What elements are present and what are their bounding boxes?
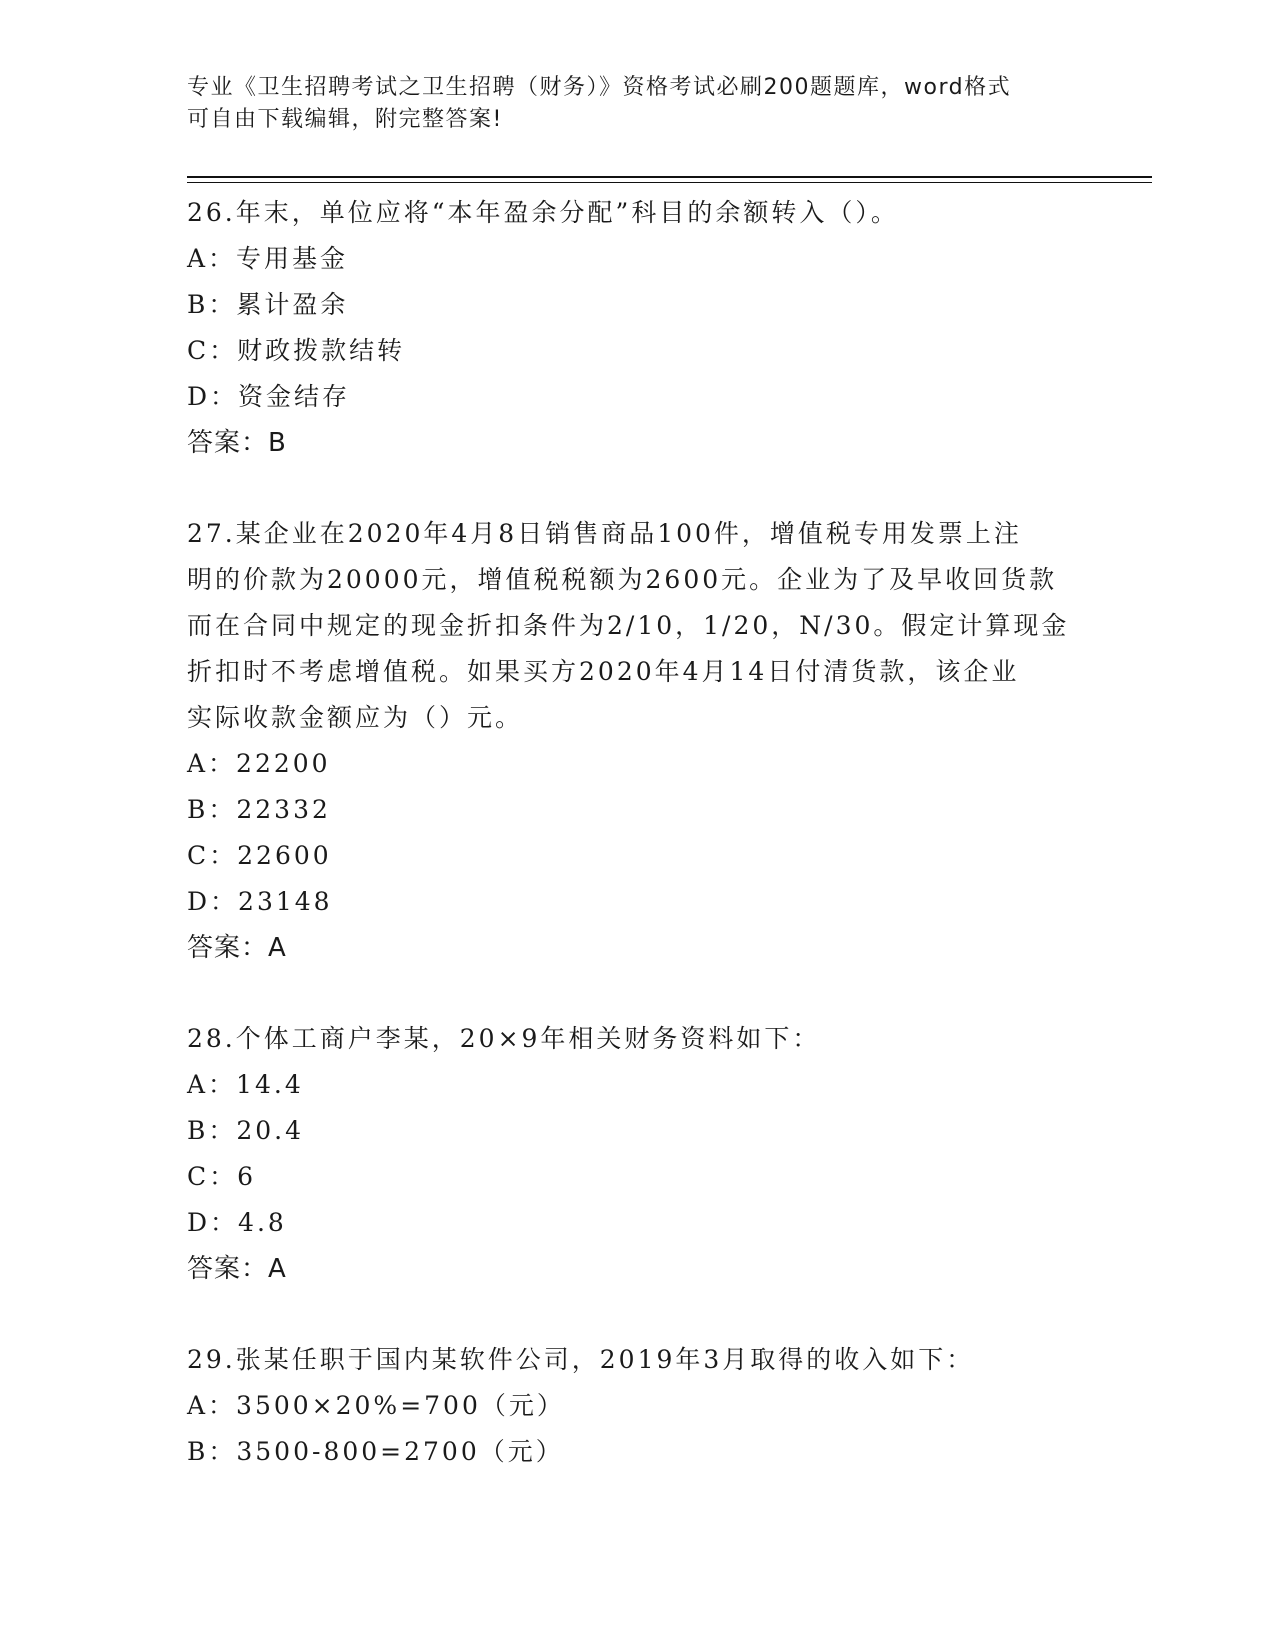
option-b: B：22332 [187,795,331,824]
document-header [187,72,1067,136]
header-title-line-2: 可自由下载编辑，附完整答案! [187,107,503,132]
option-d: D：资金结存 [187,382,351,411]
question-stem: 折扣时不考虑增值税。如果买方2020年4月14日付清货款，该企业 [187,657,1020,686]
question-stem: 而在合同中规定的现金折扣条件为2/10，1/20，N/30。假定计算现金 [187,611,1070,640]
spacer [187,466,1087,511]
option-c: C：6 [187,1162,257,1191]
answer-label: 答案：B [187,428,287,458]
spacer [187,971,1087,1016]
question-stem: 明的价款为20000元，增值税税额为2600元。企业为了及早收回货款 [187,565,1058,594]
question-29 [187,1337,1087,1475]
option-a: A：专用基金 [187,244,349,273]
header-divider-thick [187,176,1152,178]
option-a: A：14.4 [187,1070,304,1099]
question-stem: 26.年末，单位应将“本年盈余分配”科目的余额转入（）。 [187,198,899,227]
question-27 [187,511,1087,971]
option-a: A：22200 [187,749,331,778]
option-b: B：20.4 [187,1116,305,1145]
question-26 [187,190,1087,466]
question-stem: 实际收款金额应为（）元。 [187,703,524,732]
option-b: B：3500-800=2700（元） [187,1437,564,1466]
answer-label: 答案：A [187,1254,287,1284]
answer-label: 答案：A [187,933,287,963]
question-stem: 27.某企业在2020年4月8日销售商品100件，增值税专用发票上注 [187,519,1022,548]
option-c: C：22600 [187,841,332,870]
spacer [187,1292,1087,1337]
header-title-line-1: 专业《卫生招聘考试之卫生招聘（财务）》资格考试必刷200题题库，word格式 [187,75,1012,100]
option-a: A：3500×20%=700（元） [187,1391,565,1420]
question-stem: 28.个体工商户李某，20×9年相关财务资料如下： [187,1024,821,1053]
question-stem: 29.张某任职于国内某软件公司，2019年3月取得的收入如下： [187,1345,975,1374]
header-divider-thin [187,182,1152,183]
question-list [187,190,1087,1475]
option-c: C：财政拨款结转 [187,336,406,365]
question-28 [187,1016,1087,1292]
option-d: D：23148 [187,887,333,916]
option-b: B：累计盈余 [187,290,349,319]
option-d: D：4.8 [187,1208,287,1237]
